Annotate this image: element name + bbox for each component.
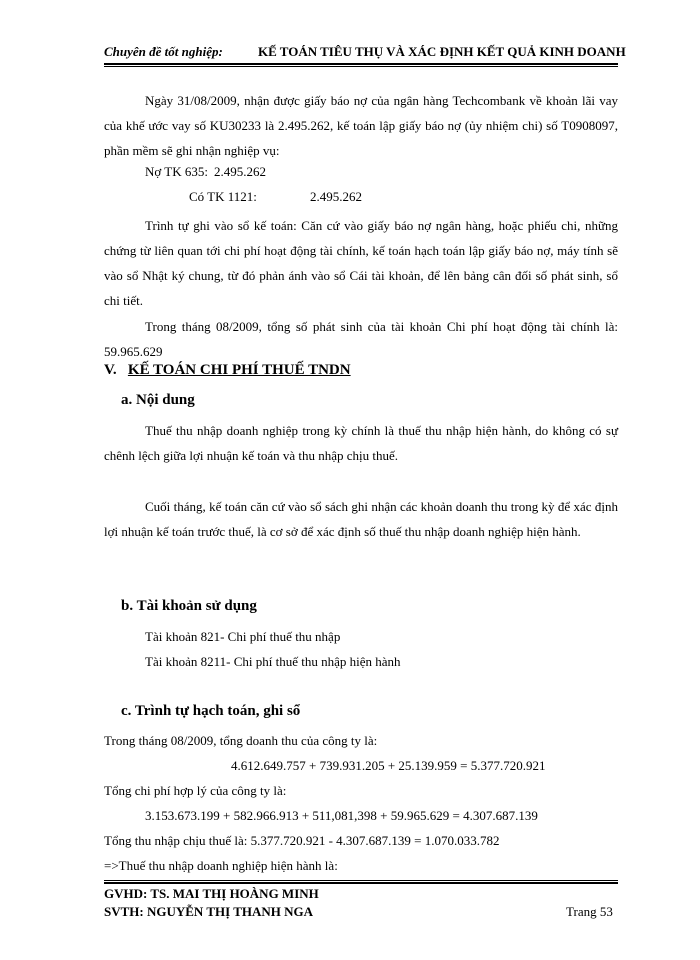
entry-credit-value: 2.495.262 xyxy=(310,189,362,204)
paragraph-tax-content: Thuế thu nhập doanh nghiệp trong kỳ chính là thuế thu nhập hiện hành, do không có sự chênh lệch giữa lợi nhuận kế toán và thu nhập chịu thuế. xyxy=(104,423,618,463)
cost-formula: 3.153.673.199 + 582.966.913 + 511,081,398 + 59.965.629 = 4.307.687.139 xyxy=(145,808,538,823)
header-title: KẾ TOÁN TIÊU THỤ VÀ XÁC ĐỊNH KẾT QUẢ KINH DOANH xyxy=(258,44,626,59)
section-heading xyxy=(104,362,351,379)
revenue-formula: 4.612.649.757 + 739.931.205 + 25.139.959 = 5.377.720.921 xyxy=(231,758,546,773)
footer-student: SVTH: NGUYỄN THỊ THANH NGA xyxy=(104,904,313,919)
header-rule xyxy=(104,63,618,65)
subheading-accounts: b. Tài khoản sử dụng xyxy=(121,598,257,614)
entry-debit-label: Nợ TK 635: xyxy=(145,164,208,179)
subheading-content: a. Nội dung xyxy=(121,392,195,408)
footer-supervisor: GVHD: TS. MAI THỊ HOÀNG MINH xyxy=(104,886,319,901)
entry-credit-label: Có TK 1121: xyxy=(189,189,257,204)
account-821: Tài khoản 821- Chi phí thuế thu nhập xyxy=(145,629,341,644)
subheading-procedure: c. Trình tự hạch toán, ghi sổ xyxy=(121,703,301,719)
paragraph-monthly-total: Trong tháng 08/2009, tổng số phát sinh của tài khoản Chi phí hoạt động tài chính là: 59.965.629 xyxy=(104,319,618,359)
current-tax-intro: =>Thuế thu nhập doanh nghiệp hiện hành là: xyxy=(104,858,338,873)
section-number: V. xyxy=(104,362,117,378)
header-rule-thin xyxy=(104,66,618,67)
taxable-income-formula: Tổng thu nhập chịu thuế là: 5.377.720.921 - 4.307.687.139 = 1.070.033.782 xyxy=(104,833,500,848)
section-title: KẾ TOÁN CHI PHÍ THUẾ TNDN xyxy=(127,362,351,378)
entry-debit-value: 2.495.262 xyxy=(214,164,266,179)
header-left: Chuyên đề tốt nghiệp: xyxy=(104,44,223,59)
page-number: Trang 53 xyxy=(566,904,613,919)
paragraph-recording-order: Trình tự ghi vào sổ kế toán: Căn cứ vào giấy báo nợ ngân hàng, hoặc phiếu chi, những chứng từ liên quan tới chi phí hoạt động tài chính, kế toán hạch toán lập giấy báo nợ, máy tính sẽ vào sổ Nhật ký chung, từ đó phản ánh vào sổ Cái tài khoản, để lên bảng cân đối số phát sinh, sổ chi tiết. xyxy=(104,218,618,308)
revenue-intro: Trong tháng 08/2009, tổng doanh thu của công ty là: xyxy=(104,733,378,748)
footer-rule xyxy=(104,882,618,884)
footer-rule-thin xyxy=(104,880,618,881)
account-8211: Tài khoản 8211- Chi phí thuế thu nhập hiện hành xyxy=(145,654,401,669)
cost-intro: Tổng chi phí hợp lý của công ty là: xyxy=(104,783,287,798)
paragraph-debit-notice: Ngày 31/08/2009, nhận được giấy báo nợ của ngân hàng Techcombank về khoản lãi vay của khế ước vay số KU30233 là 2.495.262, kế toán lập giấy báo nợ (ủy nhiệm chi) số T0908097, phần mềm sẽ ghi nhận nghiệp vụ: xyxy=(104,93,618,158)
paragraph-tax-determination: Cuối tháng, kế toán căn cứ vào sổ sách ghi nhận các khoản doanh thu trong kỳ để xác định lợi nhuận kế toán trước thuế, là cơ sở để xác định số thuế thu nhập doanh nghiệp hiện hành. xyxy=(104,499,618,539)
